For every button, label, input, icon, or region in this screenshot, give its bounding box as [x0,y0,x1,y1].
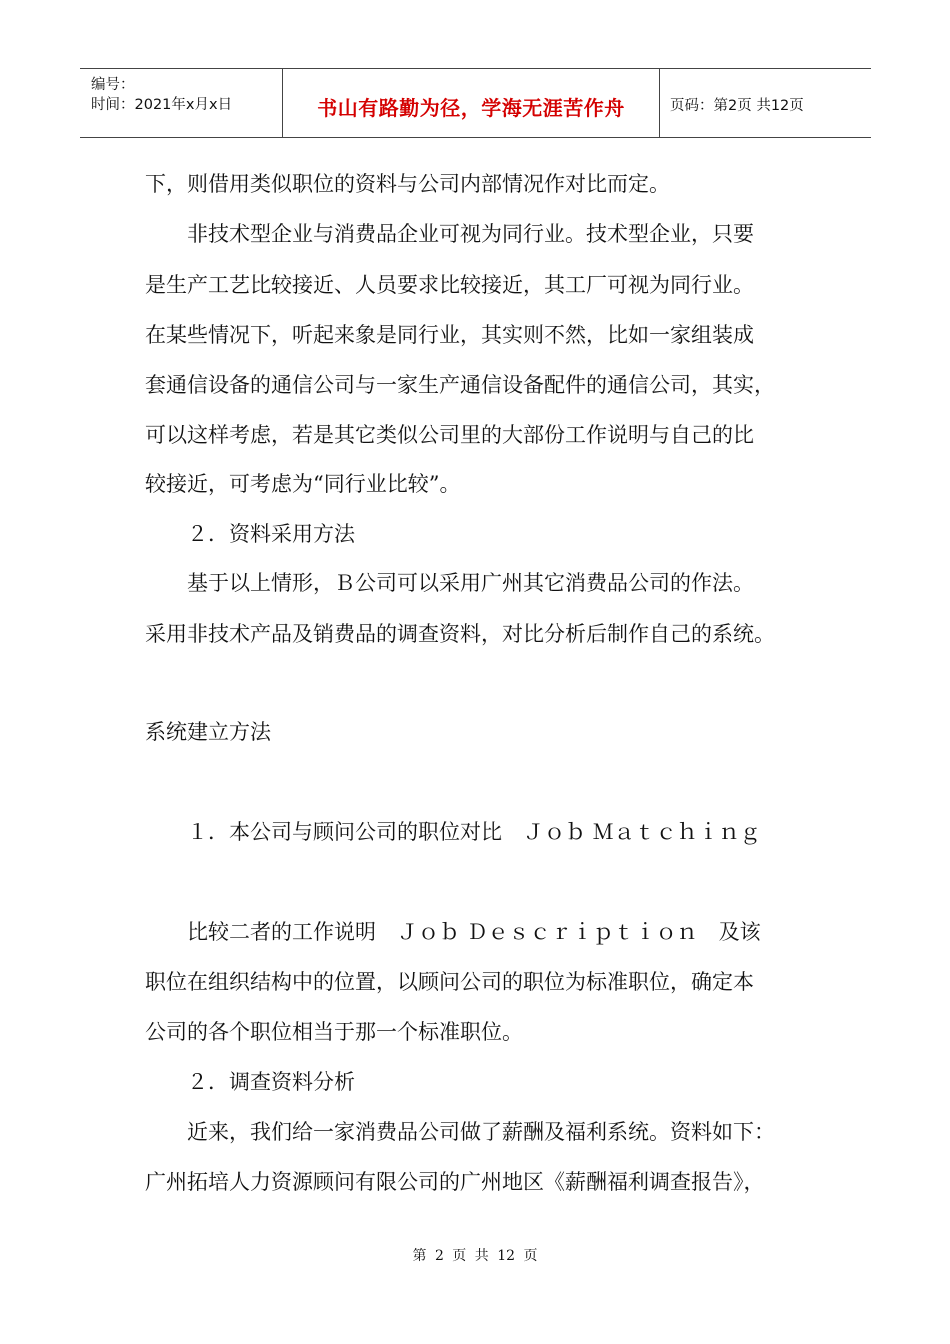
body-line-7: 较接近，可考虑为“同行业比较”。 [145,472,461,496]
header-meta-cell [80,69,282,137]
header-motto-cell [282,69,660,137]
document-number-label: 编号： [91,77,135,93]
body-line-5: 套通信设备的通信公司与一家生产通信设备配件的通信公司，其实， [145,373,775,397]
body-line-14: 职位在组织结构中的位置，以顾问公司的职位为标准职位，确定本 [145,970,754,994]
body-line-18: 广州拓培人力资源顾问有限公司的广州地区《薪酬福利调查报告》， [145,1170,765,1194]
document-time-label: 时间：2021年x月x日 [91,97,233,113]
section-heading-job-matching: １．本公司与顾问公司的职位对比 Ｊｏｂ Ｍａｔｃｈｉｎｇ [145,820,761,844]
body-line-13: 比较二者的工作说明 Ｊｏｂ Ｄｅｓｃｒｉｐｔｉｏｎ 及该 [145,920,761,944]
body-line-1: 下，则借用类似职位的资料与公司内部情况作对比而定。 [145,172,670,196]
section-heading-survey-analysis: ２．调查资料分析 [145,1070,355,1094]
body-line-2: 非技术型企业与消费品企业可视为同行业。技术型企业，只要 [145,222,754,246]
header-motto: 书山有路勤为径，学海无涯苦作舟 [317,96,625,120]
body-line-9: 基于以上情形，Ｂ公司可以采用广州其它消费品公司的作法。 [145,571,754,595]
page-footer: 第 2 页 共 12 页 [412,1248,538,1264]
body-line-17: 近来，我们给一家消费品公司做了薪酬及福利系统。资料如下： [145,1120,775,1144]
section-heading-data-method: ２．资料采用方法 [145,522,355,546]
body-line-15: 公司的各个职位相当于那一个标准职位。 [145,1020,523,1044]
document-header [80,68,871,138]
body-line-4: 在某些情况下，听起来象是同行业，其实则不然，比如一家组装成 [145,323,754,347]
section-heading-system-method: 系统建立方法 [145,720,271,744]
body-line-10: 采用非技术产品及销费品的调查资料，对比分析后制作自己的系统。 [145,622,775,646]
header-page-info: 页码：第2页 共12页 [670,98,804,114]
body-line-6: 可以这样考虑，若是其它类似公司里的大部份工作说明与自己的比 [145,423,754,447]
header-page-cell [660,69,871,137]
body-line-3: 是生产工艺比较接近、人员要求比较接近，其工厂可视为同行业。 [145,273,754,297]
